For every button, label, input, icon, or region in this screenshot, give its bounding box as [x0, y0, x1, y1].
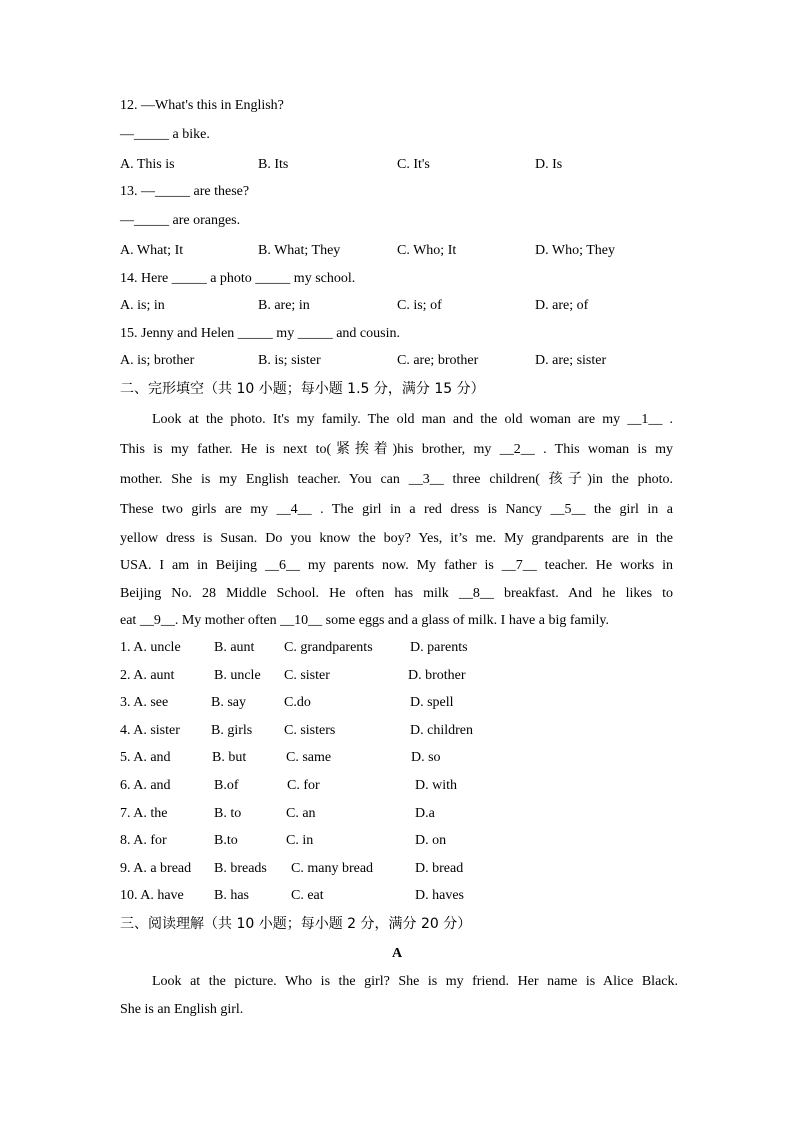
question-12-option-c: C. It's: [397, 157, 430, 172]
question-12-option-b: B. Its: [258, 157, 289, 172]
question-13-option-a: A. What; It: [120, 243, 184, 258]
cloze-option: C. many bread: [291, 861, 374, 876]
section-3-title: 三、阅读理解（共 10 小题；每小题 2 分，满分 20 分）: [120, 916, 472, 932]
cloze-option: B. to: [214, 806, 242, 821]
cloze-option: 8. A. for: [120, 833, 167, 848]
cloze-option: C.do: [284, 695, 311, 710]
cloze-option: C. sisters: [284, 723, 336, 738]
cloze-line: USA. I am in Beijing __6__ my parents now. My father is __7__ teacher. He works in: [120, 558, 673, 573]
reading-passage-a: [120, 973, 678, 1023]
cloze-option: 10. A. have: [120, 888, 184, 903]
reading-line: Look at the picture. Who is the girl? She is my friend. Her name is Alice Black.: [152, 974, 678, 989]
cloze-option: 7. A. the: [120, 806, 168, 821]
cloze-option: 4. A. sister: [120, 723, 180, 738]
question-14-stem: 14. Here _____ a photo _____ my school.: [120, 271, 356, 286]
question-15-option-b: B. is; sister: [258, 353, 321, 368]
cloze-option: D. haves: [415, 888, 464, 903]
cloze-option: B. has: [214, 888, 249, 903]
cloze-option: 5. A. and: [120, 750, 171, 765]
cloze-option: B. but: [212, 750, 247, 765]
question-15-option-a: A. is; brother: [120, 353, 195, 368]
question-14-option-c: C. is; of: [397, 298, 442, 313]
cloze-option: D. brother: [408, 668, 466, 683]
question-12-answer-line: —_____ a bike.: [120, 127, 210, 142]
cloze-option: 3. A. see: [120, 695, 169, 710]
cloze-option: D. children: [410, 723, 473, 738]
cloze-line: This is my father. He is next to(紧挨着)his brother, my __2__ . This woman is my: [120, 442, 673, 457]
question-13-answer-line: —_____ are oranges.: [120, 213, 241, 228]
cloze-option: B. say: [211, 695, 246, 710]
question-12-option-a: A. This is: [120, 157, 175, 172]
question-14-option-a: A. is; in: [120, 298, 165, 313]
question-15-option-c: C. are; brother: [397, 353, 479, 368]
cloze-option: B. breads: [214, 861, 267, 876]
cloze-line: These two girls are my __4__ . The girl in a red dress is Nancy __5__ the girl in a: [120, 502, 673, 517]
cloze-option: D. so: [411, 750, 441, 765]
cloze-option: D. with: [415, 778, 457, 793]
question-12-stem: 12. —What's this in English?: [120, 98, 284, 113]
cloze-option: D. spell: [410, 695, 454, 710]
cloze-option: C. for: [287, 778, 320, 793]
cloze-line: yellow dress is Susan. Do you know the boy? Yes, it’s me. My grandparents are in the: [120, 531, 673, 546]
cloze-option: C. in: [286, 833, 314, 848]
question-13-option-d: D. Who; They: [535, 243, 615, 258]
cloze-line: Look at the photo. It's my family. The old man and the old woman are my __1__ .: [152, 412, 673, 427]
section-2-title: 二、完形填空（共 10 小题；每小题 1.5 分，满分 15 分）: [120, 381, 485, 397]
cloze-option: 6. A. and: [120, 778, 171, 793]
cloze-option: B.to: [214, 833, 238, 848]
question-14-option-d: D. are; of: [535, 298, 589, 313]
cloze-option: 1. A. uncle: [120, 640, 181, 655]
cloze-option: D. on: [415, 833, 447, 848]
cloze-option: B. uncle: [214, 668, 261, 683]
question-12-option-d: D. Is: [535, 157, 563, 172]
question-13-stem: 13. —_____ are these?: [120, 184, 250, 199]
question-14-option-b: B. are; in: [258, 298, 310, 313]
cloze-option: C. grandparents: [284, 640, 373, 655]
cloze-option: 9. A. a bread: [120, 861, 192, 876]
cloze-option: D. bread: [415, 861, 464, 876]
cloze-option: C. same: [286, 750, 332, 765]
cloze-option: D. parents: [410, 640, 468, 655]
passage-a-heading: A: [391, 946, 403, 961]
cloze-line: Beijing No. 28 Middle School. He often has milk __8__ breakfast. And he likes to: [120, 586, 673, 601]
cloze-option: B. girls: [211, 723, 253, 738]
cloze-option: D.a: [415, 806, 435, 821]
cloze-line: eat __9__. My mother often __10__ some eggs and a glass of milk. I have a big family.: [120, 613, 609, 628]
question-15-stem: 15. Jenny and Helen _____ my _____ and cousin.: [120, 326, 400, 341]
cloze-line: mother. She is my English teacher. You can __3__ three children( 孩子)in the photo.: [120, 472, 673, 487]
question-13-option-c: C. Who; It: [397, 243, 457, 258]
cloze-option: C. eat: [291, 888, 324, 903]
cloze-option: C. sister: [284, 668, 330, 683]
cloze-passage: [120, 411, 673, 631]
reading-line: She is an English girl.: [120, 1002, 244, 1017]
cloze-option: B. aunt: [214, 640, 255, 655]
question-15-option-d: D. are; sister: [535, 353, 607, 368]
cloze-option: C. an: [286, 806, 316, 821]
cloze-option: B.of: [214, 778, 239, 793]
cloze-option: 2. A. aunt: [120, 668, 175, 683]
question-13-option-b: B. What; They: [258, 243, 341, 258]
